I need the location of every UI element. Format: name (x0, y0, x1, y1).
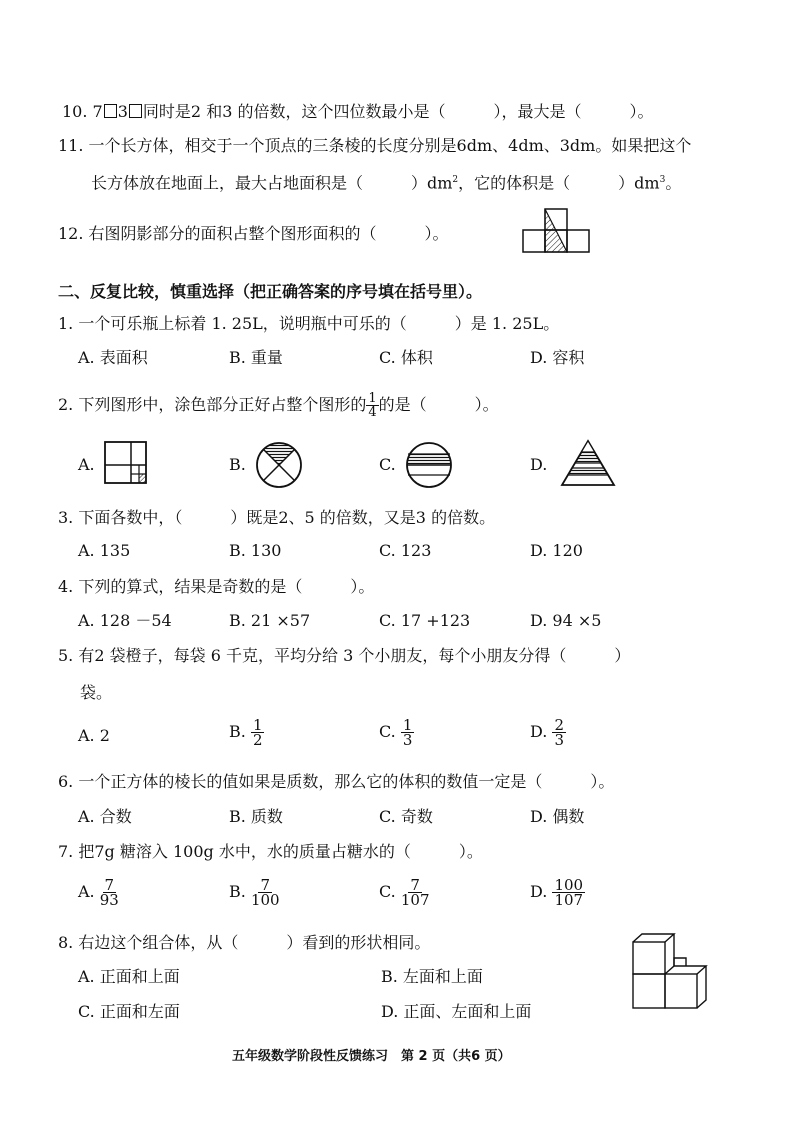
circle-sector-figure (255, 441, 303, 489)
question-1: 1. 一个可乐瓶上标着 1. 25L，说明瓶中可乐的（ ）是 1. 25L。 (58, 314, 560, 333)
fraction: $\frac{1}{4}$ (368, 391, 377, 420)
option-a: A. 表面积 (78, 348, 148, 367)
page-footer: 五年级数学阶段性反馈练习 第 2 页（共6 页） (232, 1049, 511, 1064)
option-b: B. 质数 (229, 807, 283, 826)
blank-digit-box (129, 104, 142, 118)
option-d: D. 正面、左面和上面 (381, 1002, 532, 1021)
option-a: A. 128 －54 (78, 611, 172, 630)
question-11-line2: 长方体放在地面上，最大占地面积是（ ）$dm^2$，它的体积是（ ）$dm^3$。 (91, 173, 682, 193)
fraction: $\frac{7}{100}$ (250, 876, 280, 909)
option-b: B. (229, 455, 246, 474)
fraction: $\frac{7}{107}$ (400, 876, 430, 909)
question-5-line2: 袋。 (80, 683, 113, 702)
option-d: D. $\frac{100}{107}$ (530, 876, 584, 909)
question-8: 8. 右边这个组合体，从（ ）看到的形状相同。 (58, 933, 431, 952)
fraction: $\frac{100}{107}$ (554, 876, 584, 909)
option-a: A. $\frac{7}{93}$ (78, 876, 119, 909)
question-10: 10. 7 3 同时是2 和3 的倍数，这个四位数最小是（ ），最大是（ ）。 (62, 102, 654, 121)
option-c: C. 奇数 (379, 807, 433, 826)
shaded-squares-figure (522, 208, 592, 256)
option-c: C. 17 +123 (379, 611, 471, 630)
option-b: B. 130 (229, 541, 282, 560)
option-d: D. (530, 455, 548, 474)
question-4: 4. 下列的算式，结果是奇数的是（ ）。 (58, 577, 375, 596)
question-3: 3. 下面各数中，（ ）既是2、5 的倍数，又是3 的倍数。 (58, 508, 496, 527)
question-5: 5. 有2 袋橙子，每袋 6 千克，平均分给 3 个小朋友，每个小朋友分得（ ） (58, 646, 631, 665)
option-b: B. $\frac{1}{2}$ (229, 716, 263, 749)
square-quarter-figure (104, 441, 148, 485)
cube-stack-figure (630, 930, 714, 1014)
option-b: B. 重量 (229, 348, 283, 367)
fraction: $\frac{1}{3}$ (402, 716, 413, 749)
option-d: D. 容积 (530, 348, 585, 367)
fraction: $\frac{7}{93}$ (99, 876, 119, 909)
option-b: B. 21 ×57 (229, 611, 311, 630)
fraction: $\frac{1}{2}$ (252, 716, 263, 749)
option-d: D. 94 ×5 (530, 611, 602, 630)
question-12: 12. 右图阴影部分的面积占整个图形面积的（ ）。 (58, 224, 449, 243)
question-2: 2. 下列图形中，涂色部分正好占整个图形的 $\frac{1}{4}$ 的是（ ）。 (58, 391, 499, 420)
option-b: B. 左面和上面 (381, 967, 483, 986)
triangle-striped-figure (560, 439, 616, 487)
option-b: B. $\frac{7}{100}$ (229, 876, 280, 909)
option-d: D. 120 (530, 541, 583, 560)
option-a: A. 正面和上面 (78, 967, 180, 986)
question-11: 11. 一个长方体，相交于一个顶点的三条棱的长度分别是6dm、4dm、3dm。如果把这个 (58, 136, 692, 155)
option-a: A. 合数 (78, 807, 132, 826)
option-a: A. 2 (78, 726, 110, 745)
question-6: 6. 一个正方体的棱长的值如果是质数，那么它的体积的数值一定是（ ）。 (58, 772, 615, 791)
option-c: C. $\frac{1}{3}$ (379, 716, 413, 749)
option-a: A. 135 (78, 541, 131, 560)
question-7: 7. 把7g 糖溶入 100g 水中，水的质量占糖水的（ ）。 (58, 842, 483, 861)
option-d: D. 偶数 (530, 807, 585, 826)
fraction: $\frac{2}{3}$ (554, 716, 564, 749)
option-c: C. 体积 (379, 348, 433, 367)
option-c: C. 正面和左面 (78, 1002, 180, 1021)
option-d: D. $\frac{2}{3}$ (530, 716, 564, 749)
option-c: C. 123 (379, 541, 432, 560)
blank-digit-box (104, 104, 117, 118)
section-title: 二、反复比较，慎重选择（把正确答案的序号填在括号里）。 (58, 282, 483, 301)
option-c: C. (379, 455, 396, 474)
circle-band-figure (405, 441, 453, 489)
option-c: C. $\frac{7}{107}$ (379, 876, 430, 909)
option-a: A. (78, 455, 95, 474)
